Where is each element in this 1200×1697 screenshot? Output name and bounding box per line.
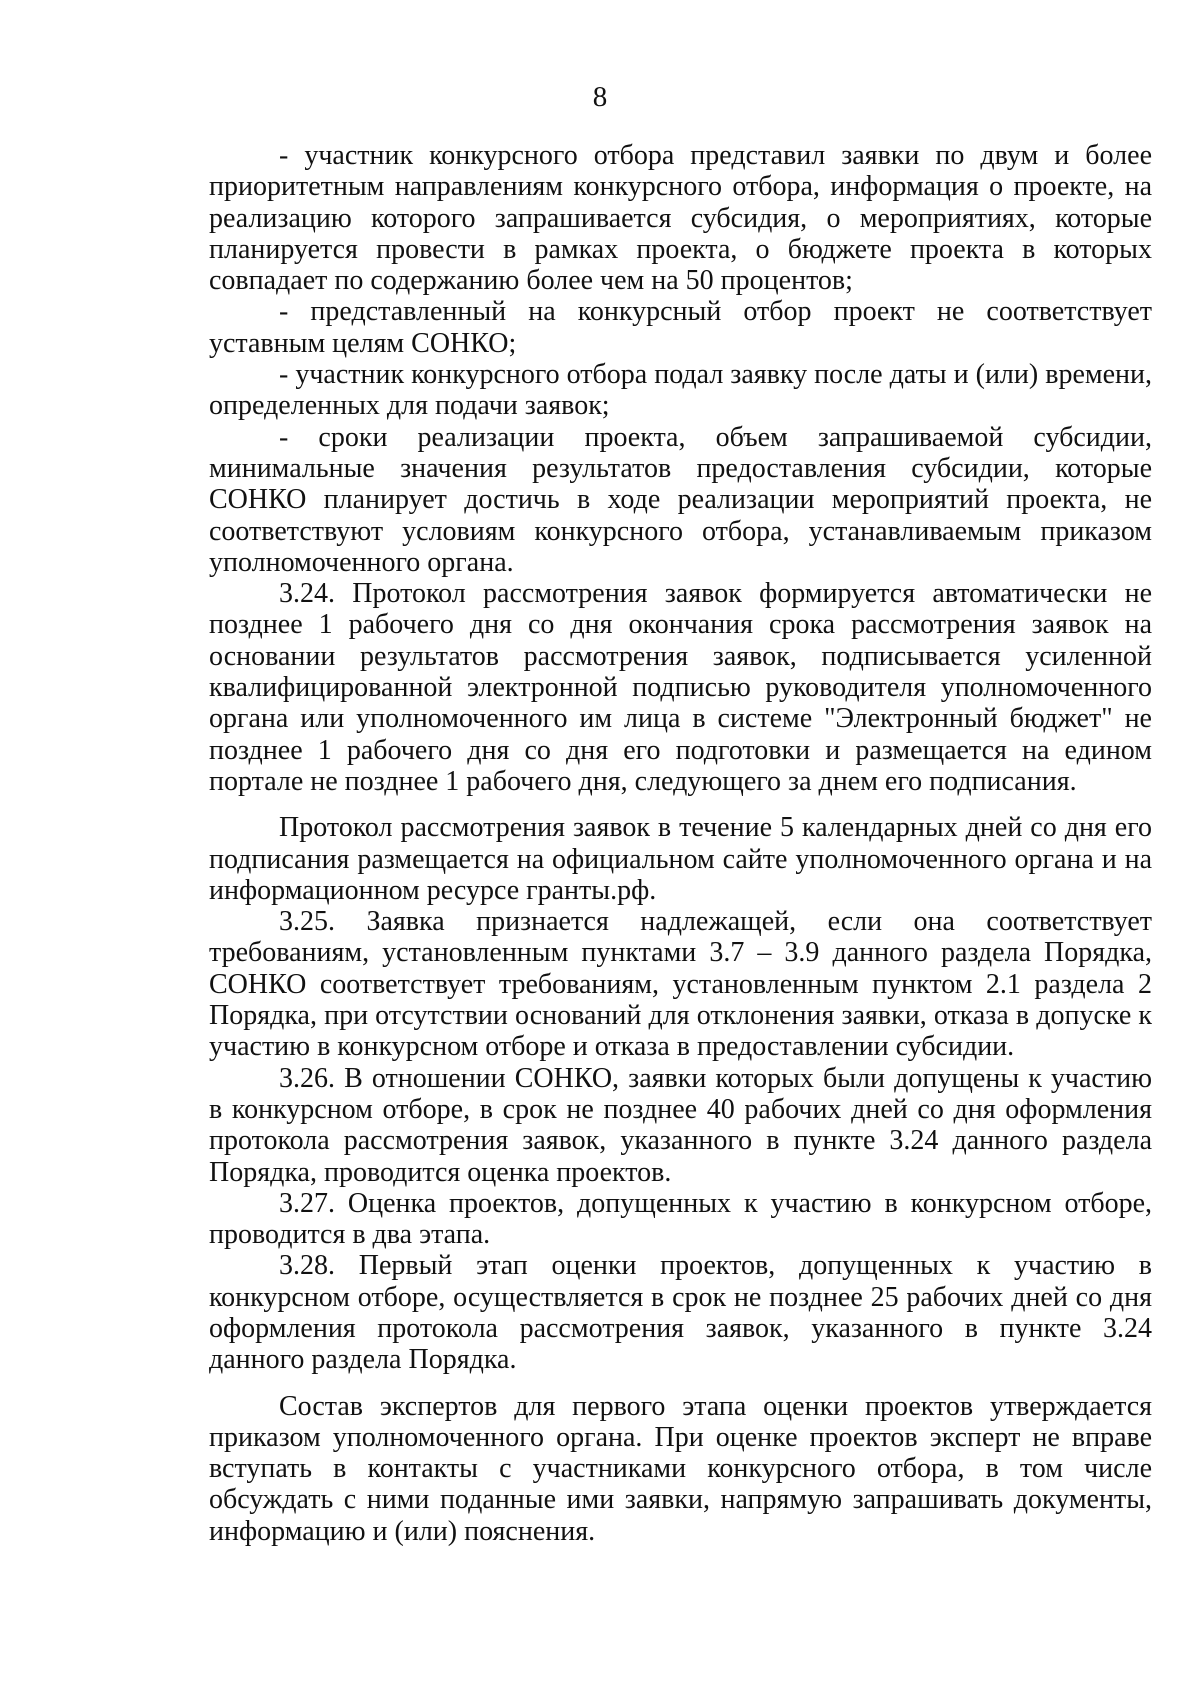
paragraph-clause-3-26: 3.26. В отношении СОНКО, заявки которых были допущены к участию в конкурсном отборе, в срок не позднее 40 рабочих дней со дня оформления протокола рассмотрения заявок, указанного в пункте 3.24 данного раздела Порядка, проводится оценка проектов.: [209, 1062, 1152, 1188]
page-number: 8: [592, 81, 608, 113]
paragraph-list-item-terms-mismatch: - сроки реализации проекта, объем запрашиваемой субсидии, минимальные значения результатов предоставления субсидии, которые СОНКО планирует достичь в ходе реализации мероприятий проекта, не соответствуют условиям конкурсного отбора, устанавливаемым приказом уполномоченного органа.: [209, 421, 1152, 578]
paragraph-clause-3-27: 3.27. Оценка проектов, допущенных к участию в конкурсном отборе, проводится в два этапа.: [209, 1187, 1152, 1251]
paragraph-list-item-charter-mismatch: - представленный на конкурсный отбор проект не соответствует уставным целям СОНКО;: [209, 296, 1152, 359]
paragraph-clause-3-25: 3.25. Заявка признается надлежащей, если она соответствует требованиям, установленным пунктами 3.7 – 3.9 данного раздела Порядка, СОНКО соответствует требованиям, установленным пунктом 2.1 раздела 2 Порядка, при отсутствии оснований для отклонения заявки, отказа в допуске к участию в конкурсном отборе и отказа в предоставлении субсидии.: [209, 906, 1152, 1063]
paragraph-clause-3-28: 3.28. Первый этап оценки проектов, допущенных к участию в конкурсном отборе, осуществляется в срок не позднее 25 рабочих дней со дня оформления протокола рассмотрения заявок, указанного в пункте 3.24 данного раздела Порядка.: [209, 1250, 1152, 1376]
paragraph-list-item-late-submission: - участник конкурсного отбора подал заявку после даты и (или) времени, определенных для подачи заявок;: [209, 359, 1152, 422]
paragraph-clause-3-24: 3.24. Протокол рассмотрения заявок формируется автоматически не позднее 1 рабочего дня со дня окончания срока рассмотрения заявок на основании результатов рассмотрения заявок, подписывается усиленной квалифицированной электронной подписью руководителя уполномоченного органа или уполномоченного им лица в системе "Электронный бюджет" не позднее 1 рабочего дня со дня его подготовки и размещается на едином портале не позднее 1 рабочего дня, следующего за днем его подписания.: [209, 578, 1152, 797]
paragraph-list-item-duplicate-applications: - участник конкурсного отбора представил заявки по двум и более приоритетным направлениям конкурсного отбора, информация о проекте, на реализацию которого запрашивается субсидия, о мероприятиях, которые планируется провести в рамках проекта, о бюджете проекта в которых совпадает по содержанию более чем на 50 процентов;: [209, 140, 1152, 297]
paragraph-experts-composition: Состав экспертов для первого этапа оценки проектов утверждается приказом уполномоченного органа. При оценке проектов эксперт не вправе вступать в контакты с участниками конкурсного отбора, в том числе обсуждать с ними поданные ими заявки, напрямую запрашивать документы, информацию и (или) пояснения.: [209, 1390, 1152, 1547]
document-body: [209, 140, 1152, 1547]
paragraph-protocol-publication: Протокол рассмотрения заявок в течение 5 календарных дней со дня его подписания размещается на официальном сайте уполномоченного органа и на информационном ресурсе гранты.рф.: [209, 812, 1152, 906]
